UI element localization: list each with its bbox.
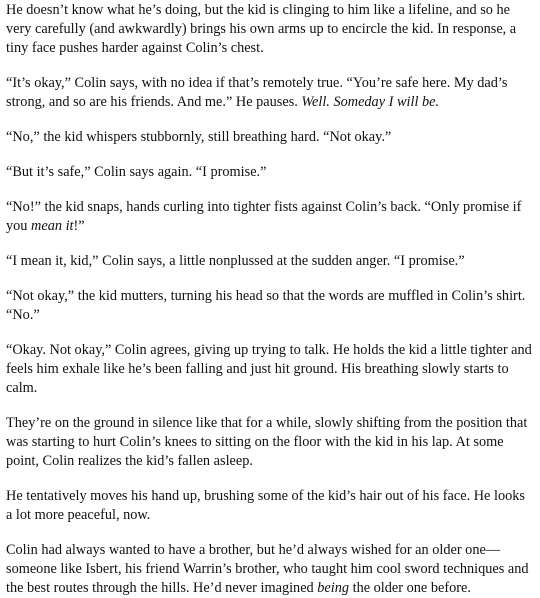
- italic-text: being: [317, 580, 350, 596]
- paragraph: [6, 341, 534, 398]
- paragraph: [6, 487, 534, 525]
- paragraph: [6, 198, 534, 236]
- paragraph: [6, 414, 534, 471]
- text-run: He tentatively moves his hand up, brushing some of the kid’s hair out of his face. He looks a lot more peaceful, now.: [6, 488, 525, 523]
- paragraph: [6, 287, 534, 325]
- text-run: Colin had always wanted to have a brother, but he’d always wished for an older one—someone like Isbert, his friend Warrin’s brother, who taught him cool sword techniques and the best routes through the hills. He’d never imagined: [6, 542, 529, 596]
- text-run: They’re on the ground in silence like that for a while, slowly shifting from the position that was starting to hurt Colin’s knees to sitting on the floor with the kid in his lap. At some point, Colin realizes the kid’s fallen asleep.: [6, 415, 528, 469]
- paragraph: [6, 128, 534, 147]
- text-run: “Okay. Not okay,” Colin agrees, giving up trying to talk. He holds the kid a little tighter and feels him exhale like he’s been falling and just hit ground. His breathing slowly starts to calm.: [6, 342, 532, 396]
- text-run: the older one before.: [349, 580, 471, 596]
- paragraph: [6, 163, 534, 182]
- text-run: “No,” the kid whispers stubbornly, still breathing hard. “Not okay.”: [6, 129, 392, 145]
- italic-text: mean it: [31, 218, 74, 234]
- paragraph: [6, 252, 534, 271]
- text-run: “But it’s safe,” Colin says again. “I promise.”: [6, 164, 267, 180]
- paragraph: [6, 74, 534, 112]
- text-run: “No!” the kid snaps, hands curling into tighter fists against Colin’s back. “Only promise if you: [6, 199, 522, 234]
- paragraph: [6, 541, 534, 598]
- italic-text: Well. Someday I will be.: [301, 94, 440, 110]
- text-run: “It’s okay,” Colin says, with no idea if that’s remotely true. “You’re safe here. My dad’s strong, and so are his friends. And me.” He pauses.: [6, 75, 508, 110]
- text-run: He doesn’t know what he’s doing, but the kid is clinging to him like a lifeline, and so he very carefully (and awkwardly) brings his own arms up to encircle the kid. In response, a tiny face pushes harder against Colin’s chest.: [6, 2, 517, 56]
- paragraph: [6, 1, 534, 58]
- text-run: !”: [73, 218, 85, 234]
- text-run: “I mean it, kid,” Colin says, a little nonplussed at the sudden anger. “I promise.”: [6, 253, 465, 269]
- text-run: “Not okay,” the kid mutters, turning his head so that the words are muffled in Colin’s shirt. “No.”: [6, 288, 526, 323]
